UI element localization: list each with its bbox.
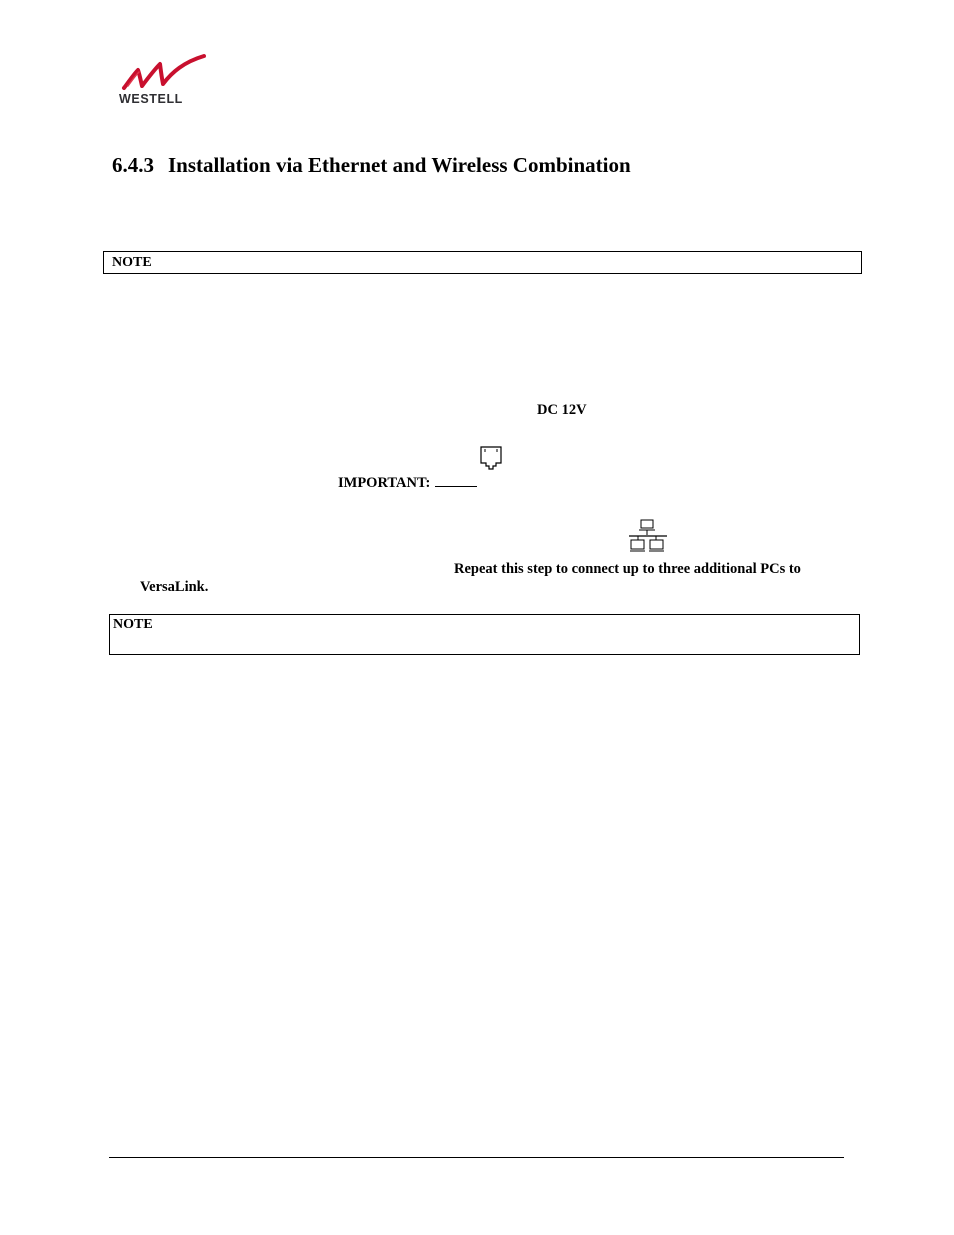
power-port-label: DC 12V [537,402,587,418]
logo-wordmark: WESTELL [119,92,183,106]
note-box-2 [109,614,860,655]
note-label: NOTE [112,255,152,270]
westell-logo [112,52,212,108]
footer-divider [109,1157,844,1158]
important-callout [338,474,477,492]
section-title: Installation via Ethernet and Wireless Combination [168,153,631,177]
repeat-step-text-cont: VersaLink. [140,579,209,595]
network-computers-icon [627,518,669,556]
section-number: 6.4.3 [112,153,154,177]
section-heading [112,153,631,178]
important-label: IMPORTANT: [338,475,431,491]
note-box-1 [103,251,862,274]
repeat-step-text: Repeat this step to connect up to three additional PCs to [454,561,801,577]
note-label: NOTE [113,617,153,632]
important-underline [435,474,477,487]
westell-logo-mark [112,52,212,96]
phone-jack-icon [479,445,503,471]
